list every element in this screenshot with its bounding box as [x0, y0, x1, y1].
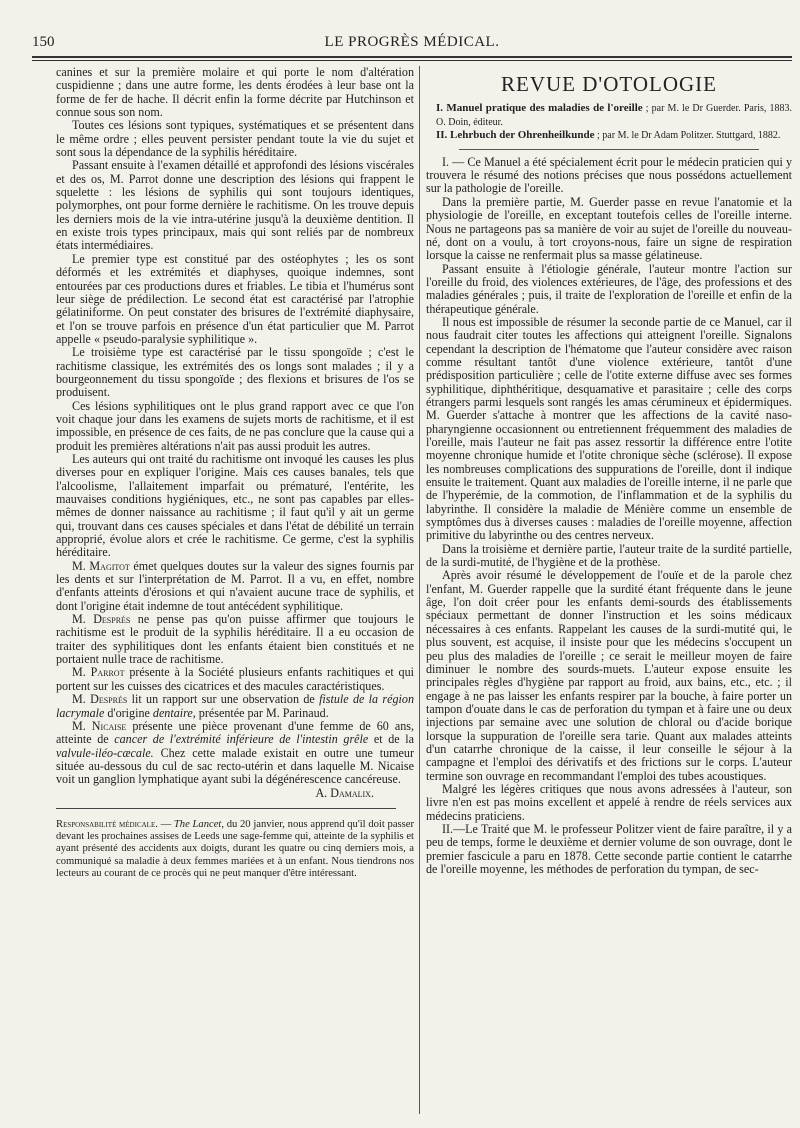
paragraph: Toutes ces lésions sont typiques, systématiques et se présentent dans le même ordre ; elles peuvent persister pendant toute la vie du sujet et sont sous la dépendance de la syphilis héréditaire. [56, 118, 414, 160]
reference-separator [459, 149, 759, 150]
italic-span: valvule-iléo-cæcale. [56, 745, 154, 760]
left-column [56, 66, 414, 880]
paragraph: Malgré les légères critiques que nous avons adressées à l'auteur, son livre n'en est pas moins excellent et appelé à rendre de réels services aux médecins praticiens. [426, 781, 792, 823]
paragraph: Passant ensuite à l'examen détaillé et approfondi des lésions viscérales et des os, M. Parrot donne une description des lésions qui frappent le squelette : les lésions de syphilis qui sont toujours identiques, polymorphes, ont pour forme dernière le rachitisme. On les trouve depuis les derniers mois de la vie intra-utérine jusqu'à la deuxième dentition. Il en existe trois types principaux, mais qui sont reliés par de nombreux états intermédiaires. [56, 158, 414, 253]
italic-span: dentaire [152, 705, 193, 720]
section-title: REVUE D'OTOLOGIE [501, 72, 717, 96]
speaker-name: M. Després [72, 612, 131, 627]
speaker-name: M. Magitot [72, 558, 130, 573]
text-span: — [157, 818, 174, 830]
header-rule-thin [32, 60, 792, 61]
paragraph: Dans la première partie, M. Guerder passe en revue l'anatomie et la physiologie de l'oreille, en exceptant toutefois celles de l'oreille interne. Nous ne partageons pas sa manière de voir au sujet de l'oreille du nouveau-né, dont on a voulu, à tort croyons-nous, faire un signe de respiration lorsque la caisse ne renfermait plus sa masse gélatineuse. [426, 194, 792, 263]
notice-source: The Lancet [173, 818, 222, 830]
paragraph: canines et sur la première molaire et qui porte le nom d'altération cuspidienne ; dans une autre forme, les dents érodées à leur base ont la forme de fer de hache. Il décrit enfin la forme décrite par Hutchinson et connue sous son nom. [56, 65, 414, 120]
text-span: et de la [368, 732, 414, 747]
notice-title: Responsabilité médicale. [56, 818, 158, 830]
header-rule-thick [32, 56, 792, 58]
reference-details: ; par M. le Dr Adam Politzer. Stuttgard, 1882. [594, 130, 781, 142]
signature [56, 787, 414, 800]
speaker-name: M. Després [72, 692, 128, 707]
text-span: , présentée par M. Parinaud. [192, 705, 329, 720]
column-divider [419, 66, 420, 1114]
reference-title: II. Lehrbuch der Ohrenheilkunde [436, 129, 595, 142]
text-span: lit un rapport sur une observation de [127, 692, 320, 707]
italic-span: fistule de la région lacrymale [56, 692, 414, 720]
paragraph-parrot [56, 666, 414, 693]
reference-1 [426, 102, 792, 129]
paragraph: Ces lésions syphilitiques ont le plus grand rapport avec ce que l'on voit chaque jour dans les examens de sujets morts de rachitisme, et il est impossible, en présence de ces faits, de ne pas conclure que la cause qui a produit les premières altérations n'ait pas aussi produit les autres. [56, 398, 414, 453]
speaker-text: émet quelques doutes sur la valeur des signes fournis par les dents et sur l'interprétation de M. Parrot. Il a vu, en effet, nombre d'enfants atteints d'érosions et qui n'avaient aucune trace de syphilis, et dont l'origine était indemne de tout antécédent syphilitique. [56, 558, 414, 613]
section-separator [56, 808, 396, 809]
paragraph-nicaise [56, 720, 414, 787]
paragraph: Passant ensuite à l'étiologie générale, l'auteur montre l'action sur l'oreille du froid, des violences extérieures, de l'âge, des professions et des maladies générales ; puis, il traite de l'exploration de l'oreille et enfin de la thérapeutique générale. [426, 261, 792, 316]
right-column [426, 66, 792, 876]
speaker-name: M. Parrot [72, 665, 125, 680]
text-span: présente une pièce provenant d'une femme de 60 ans, atteinte de [56, 718, 415, 747]
speaker-text: présente à la Société plusieurs enfants rachitiques et qui portent sur les cuisses des cicatrices et des macules caractéristiques. [56, 665, 415, 693]
notice-block [56, 819, 414, 880]
paragraph: Les auteurs qui ont traité du rachitisme ont invoqué les causes les plus diverses pour en expliquer l'origine. Mais ces causes banales, tels que l'alcoolisme, l'allaitement imparfait ou prématuré, l'entérite, les mauvaises conditions hygiéniques, etc., ne sont pas capables par elles-mêmes de donner naissance au rachitisme ; il faut qu'il y ait un germe qui, trouvant dans ces causes spéciales et dans l'état de débilité un terrain approprié, évolue alors et crée le rachitisme. Ce germe, c'est la syphilis héréditaire. [56, 451, 414, 560]
paragraph: I. — Ce Manuel a été spécialement écrit pour le médecin praticien qui y trouvera le résumé des notions précises que nous possédons actuellement sur la pathologie de l'oreille. [426, 154, 792, 196]
signature-text: A. Damalix. [315, 785, 374, 800]
paragraph: Le premier type est constitué par des ostéophytes ; les os sont déformés et les extrémités et diaphyses, quoique indemnes, sont entourées par ces productions dures et friables. Le tibia et l'humérus sont leur siège de prédilection. Le second état est caractérisé par l'atrophie gélatiniforme. On peut constater des brisures de l'extrémité diaphysaire, et l'on se trouve parfois en présence d'un état particulier que M. Parrot appelle « pseudo-paralysie syphilitique ». [56, 251, 414, 346]
speaker-text: ne pense pas qu'on puisse affirmer que toujours le rachitisme est le produit de la syphilis héréditaire. Il a eu occasion de traiter des syphilitiques dont les enfants étaient bien constitués et ne portaient nulle trace de rachitisme. [56, 612, 414, 667]
paragraph: Après avoir résumé le développement de l'ouïe et de la parole chez l'enfant, M. Guerder rappelle que la surdité étant fréquente dans le jeune âge, l'on doit créer pour les enfants demi-sourds des établissements spéciaux permettant de donner l'instruction et les soins médicaux nécessaires à ces enfants. Rappelant les causes de la surdi-mutité qui, le plus souvent, est acquise, il insiste pour que les médecins s'occupent un peu plus des maladies de l'oreille ; ce serait le meilleur moyen de faire diminuer le nombre des sourds-muets. L'auteur expose ensuite les principales règles d'hygiène par rapport au froid, aux bains, etc., etc. ; il engage à ne pas laisser les enfants respirer par la bouche, à faire porter un tampon d'ouate dans le cas de perforation du tympan et à faire une ou deux injections par semaine avec une solution de chloral ou d'acide borique lorsque la suppuration de l'oreille sera tarie. Quant aux malades atteints d'un catarrhe chronique de la caisse, il leur conseille le séjour à la campagne et l'emploi des dérivatifs et des frictions sur le corps. L'auteur termine son ouvrage en recommandant l'emploi des tubes acoustiques. [426, 568, 792, 783]
page-header [32, 34, 792, 54]
paragraph: II.—Le Traité que M. le professeur Politzer vient de faire paraître, il y a peu de temps, forme le deuxième et dernier volume de son ouvrage, dont le premier fascicule a paru en 1878. Cette seconde partie contient le catarrhe de l'oreille moyenne, les méthodes de perforation du tympan, de sec- [426, 821, 792, 876]
paragraph: Le troisième type est caractérisé par le tissu spongoïde ; c'est le rachitisme classique, les extrémités des os longs sont malades ; il y a bourgeonnement du tissu spongoïde ; des flexions et brisures de l'os se produisent. [56, 345, 414, 400]
paragraph-despres-report [56, 693, 414, 720]
notice-text: , du 20 janvier, nous apprend qu'il doit passer devant les prochaines assises de Leeds une sage-femme qui, atteinte de la syphilis et ayant présenté des accidents aux doigts, durant les quatre ou cinq derniers mois, a communiqué sa maladie à deux femmes mariées et à un enfant. Nous tiendrons nos lecteurs au courant de ce procès qui ne peut manquer d'être intéressant. [56, 818, 415, 879]
speaker-name: M. Nicaise [72, 718, 127, 733]
paragraph: Il nous est impossible de résumer la seconde partie de ce Manuel, car il nous faudrait citer toutes les affections qui atteignent l'oreille. Signalons cependant la description de l'hématome que l'auteur considère avec raison comme résultant tantôt d'une violence extérieure, tantôt d'une prédisposition particulière ; celle de l'otite externe diffuse avec ses formes syphilitique, diphthéritique, desquamative et parasitaire ; celle des corps étrangers parmi lesquels sont rangés les amas cérumineux et épidermiques. M. Guerder s'attache à montrer que les affections de la cavité naso-pharyngienne occasionnent ou entretiennent fréquemment des maladies de l'oreille, mais l'auteur ne fait pas assez ressortir la différence entre l'otite moyenne chronique humide et l'otite chronique sèche (sclérose). Il expose les nombreuses complications des suppurations de l'oreille, dont il indique ensuite le traitement. Quant aux maladies de l'oreille interne, il ne parle que de l'hyperémie, de la commotion, de l'inflammation et de la syphilis du labyrinthe. Il considère la maladie de Ménière comme un ensemble de symptômes dus à diverses causes : maladies de l'oreille moyenne, affection primitive du labyrinthe ou des centres nerveux. [426, 314, 792, 543]
reference-details: ; par M. le Dr Guerder. Paris, 1883. O. Doin, éditeur. [436, 103, 792, 128]
italic-span: cancer de l'extrémité inférieure de l'intestin grêle [114, 732, 369, 747]
paragraph-magitot [56, 560, 414, 613]
paragraph: Dans la troisième et dernière partie, l'auteur traite de la surdité partielle, de la surdi-mutité, de l'hygiène et de la prothèse. [426, 541, 792, 570]
text-span: Chez cette malade existait en outre une tumeur située au-dessous du cul de sac recto-utérin et dans laquelle M. Nicaise voit un ganglion lymphatique ayant subi la dégénérescence cancéreuse. [56, 745, 414, 787]
journal-title: LE PROGRÈS MÉDICAL. [324, 34, 500, 50]
paragraph-despres [56, 613, 414, 666]
text-span: d'origine [104, 705, 153, 720]
notice-paragraph [56, 819, 414, 880]
reference-title: I. Manuel pratique des maladies de l'oreille [436, 102, 643, 114]
page-number: 150 [32, 34, 55, 50]
reference-2 [426, 129, 792, 143]
